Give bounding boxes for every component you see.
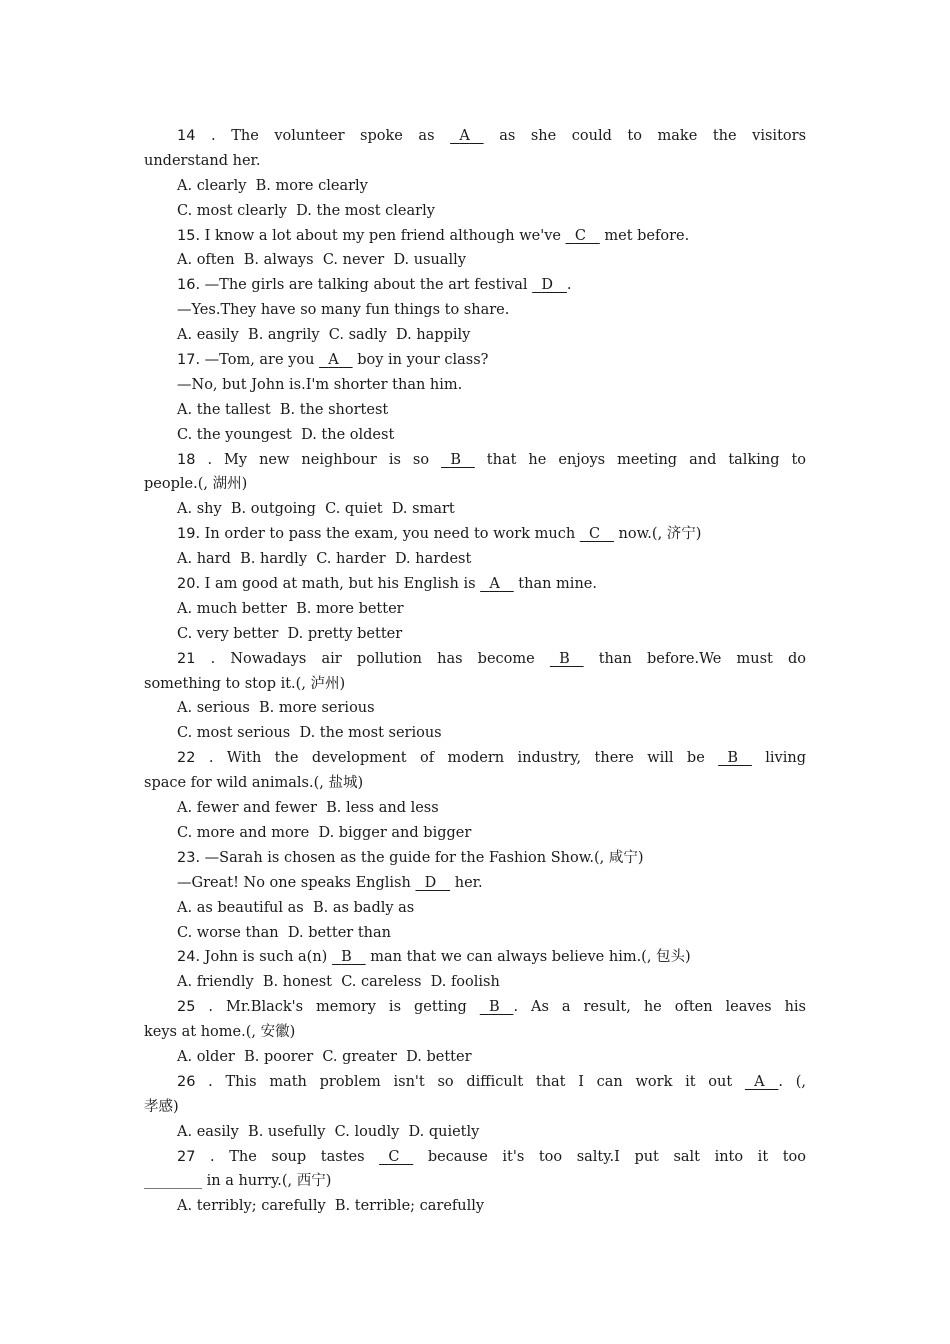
question-number: 23	[177, 849, 196, 866]
stem-text: boy in your class?	[357, 352, 489, 369]
question-stem: 18 . My new neighbour is so B that he enjoys meeting and talking to	[144, 448, 806, 473]
question-stem: 22 . With the development of modern industry, there will be B living	[144, 746, 806, 771]
stem-text: her.	[454, 874, 483, 891]
answer-options: C. the youngest D. the oldest	[177, 426, 395, 443]
question-stem-cont	[144, 672, 806, 697]
question-number: 14	[177, 128, 196, 144]
answer-letter: B	[488, 999, 500, 1016]
answer-options: A. friendly B. honest C. careless D. foolish	[177, 974, 500, 991]
answer-blank	[550, 647, 584, 672]
answer-options: C. most serious D. the most serious	[177, 725, 442, 742]
stem-text: The volunteer spoke as	[231, 128, 435, 144]
question-stem-cont	[144, 1020, 806, 1045]
dialogue-reply: —No, but John is.I'm shorter than him.	[177, 376, 463, 393]
answer-letter: A	[328, 352, 339, 369]
stem-text: in a hurry.(, 西宁)	[202, 1173, 332, 1190]
stem-text: 孝感)	[144, 1098, 179, 1115]
stem-text: man that we can always believe him.(, 包头)	[370, 949, 691, 966]
stem-text: now.(, 济宁)	[618, 526, 702, 543]
question-stem: 25 . Mr.Black's memory is getting B . As a result, he often leaves his	[144, 995, 806, 1020]
answer-blank	[450, 124, 484, 149]
answer-letter: B	[727, 750, 739, 767]
stem-text: My new neighbour is so	[224, 451, 430, 468]
answer-options: A. fewer and fewer B. less and less	[177, 800, 439, 817]
answer-letter: D	[424, 874, 437, 891]
stem-text: understand her.	[144, 152, 261, 169]
dialogue-reply	[144, 871, 806, 896]
stem-text: . As a result, he often leaves his	[513, 999, 806, 1016]
stem-text: . (,	[778, 1073, 807, 1090]
answer-blank	[441, 448, 475, 473]
stem-text: .	[566, 277, 572, 294]
answer-letter: C	[388, 1148, 400, 1165]
question-stem-cont	[144, 472, 806, 497]
answer-options: C. very better D. pretty better	[177, 625, 403, 642]
answer-options: A. shy B. outgoing C. quiet D. smart	[177, 501, 455, 518]
answer-blank	[580, 522, 614, 547]
answer-options: C. most clearly D. the most clearly	[177, 202, 435, 219]
answer-letter: D	[541, 277, 554, 294]
question-stem: 17. —Tom, are you A boy in your class?	[144, 348, 806, 373]
question-stem: 26 . This math problem isn't so difficult that I can work it out A . (,	[144, 1070, 806, 1095]
question-stem: 24. John is such a(n) B man that we can always believe him.(, 包头)	[144, 945, 806, 970]
question-number: 17	[177, 352, 196, 369]
stem-text: —Sarah is chosen as the guide for the Fashion Show.(, 咸宁)	[204, 849, 644, 866]
question-stem: 14 . The volunteer spoke as A as she could to make the visitors	[144, 124, 806, 149]
question-stem-cont	[144, 1095, 806, 1120]
question-number: 22	[177, 750, 196, 767]
worksheet-page	[144, 124, 806, 1219]
answer-options: A. hard B. hardly C. harder D. hardest	[177, 551, 472, 568]
question-number: 27	[177, 1148, 196, 1165]
stem-text: —The girls are talking about the art festival	[204, 277, 528, 294]
question-number: 16	[177, 277, 196, 294]
answer-blank	[745, 1070, 779, 1095]
answer-options: A. easily B. usefully C. loudly D. quietly	[177, 1123, 480, 1140]
stem-text: that he enjoys meeting and talking to	[486, 451, 807, 468]
answer-blank	[566, 224, 600, 249]
question-stem: 21 . Nowadays air pollution has become B than before.We must do	[144, 647, 806, 672]
answer-blank	[480, 995, 514, 1020]
question-number: 26	[177, 1073, 196, 1090]
question-stem: 27 . The soup tastes C because it's too salty.I put salt into it too	[144, 1145, 806, 1170]
question-number: 21	[177, 650, 196, 667]
question-stem: 20. I am good at math, but his English is A than mine.	[144, 572, 806, 597]
answer-options: A. much better B. more better	[177, 600, 404, 617]
question-number: 19	[177, 526, 196, 543]
answer-blank	[319, 348, 353, 373]
answer-blank	[415, 871, 450, 896]
stem-text: than mine.	[518, 576, 597, 593]
stem-text: something to stop it.(, 泸州)	[144, 675, 346, 692]
answer-letter: C	[574, 227, 586, 244]
question-stem: 23. —Sarah is chosen as the guide for the Fashion Show.(, 咸宁)	[177, 849, 644, 866]
question-number: 15	[177, 227, 196, 244]
stem-text: living	[765, 750, 806, 767]
answer-blank	[332, 945, 366, 970]
stem-text: I am good at math, but his English is	[204, 576, 476, 593]
answer-options: C. more and more D. bigger and bigger	[177, 824, 472, 841]
answer-blank	[379, 1145, 413, 1170]
answer-letter: B	[341, 949, 352, 966]
stem-text: space for wild animals.(, 盐城)	[144, 775, 364, 792]
answer-letter: A	[459, 128, 470, 144]
stem-text: than before.We must do	[598, 650, 807, 667]
answer-options: A. often B. always C. never D. usually	[177, 252, 467, 269]
answer-options: A. serious B. more serious	[177, 700, 375, 717]
stem-text: In order to pass the exam, you need to work much	[204, 526, 576, 543]
stem-text: because it's too salty.I put salt into it too	[427, 1148, 807, 1165]
answer-letter: C	[589, 526, 601, 543]
question-number: 20	[177, 576, 196, 593]
stem-text: The soup tastes	[229, 1148, 365, 1165]
answer-options: A. clearly B. more clearly	[177, 177, 368, 194]
answer-letter: A	[754, 1073, 765, 1090]
answer-letter: B	[450, 451, 461, 468]
question-stem: 19. In order to pass the exam, you need to work much C now.(, 济宁)	[144, 522, 806, 547]
answer-options: C. worse than D. better than	[177, 924, 391, 941]
stem-text: With the development of modern industry, there will be	[226, 750, 705, 767]
answer-options: A. easily B. angrily C. sadly D. happily	[177, 327, 471, 344]
question-stem-cont	[144, 149, 806, 174]
stem-text: —Tom, are you	[204, 352, 315, 369]
stem-text: —Great! No one speaks English	[177, 874, 411, 891]
question-stem: 16. —The girls are talking about the art festival D .	[144, 273, 806, 298]
answer-blank	[532, 273, 567, 298]
stem-text: John is such a(n)	[204, 949, 328, 966]
stem-text: met before.	[604, 227, 690, 244]
answer-options: A. older B. poorer C. greater D. better	[177, 1048, 472, 1065]
answer-letter: A	[489, 576, 500, 593]
answer-blank	[480, 572, 514, 597]
question-stem: 15. I know a lot about my pen friend although we've C met before.	[144, 224, 806, 249]
question-number: 25	[177, 999, 196, 1016]
answer-options: A. as beautiful as B. as badly as	[177, 899, 415, 916]
stem-text: people.(, 湖州)	[144, 476, 248, 493]
stem-text: Nowadays air pollution has become	[230, 650, 535, 667]
answer-options: A. terribly; carefully B. terrible; carefully	[177, 1198, 485, 1215]
answer-options: A. the tallest B. the shortest	[177, 401, 389, 418]
answer-letter: B	[559, 650, 570, 667]
empty-blank: ________	[144, 1173, 202, 1190]
stem-text: keys at home.(, 安徽)	[144, 1024, 296, 1041]
question-stem-cont	[144, 771, 806, 796]
question-number: 24	[177, 949, 196, 966]
question-stem-cont	[144, 1169, 806, 1194]
stem-text: Mr.Black's memory is getting	[226, 999, 467, 1016]
answer-blank	[718, 746, 752, 771]
stem-text: as she could to make the visitors	[499, 128, 807, 144]
dialogue-reply: —Yes.They have so many fun things to share.	[177, 302, 510, 319]
stem-text: This math problem isn't so difficult that I can work it out	[225, 1073, 733, 1090]
stem-text: I know a lot about my pen friend although we've	[204, 227, 561, 244]
question-number: 18	[177, 451, 196, 468]
